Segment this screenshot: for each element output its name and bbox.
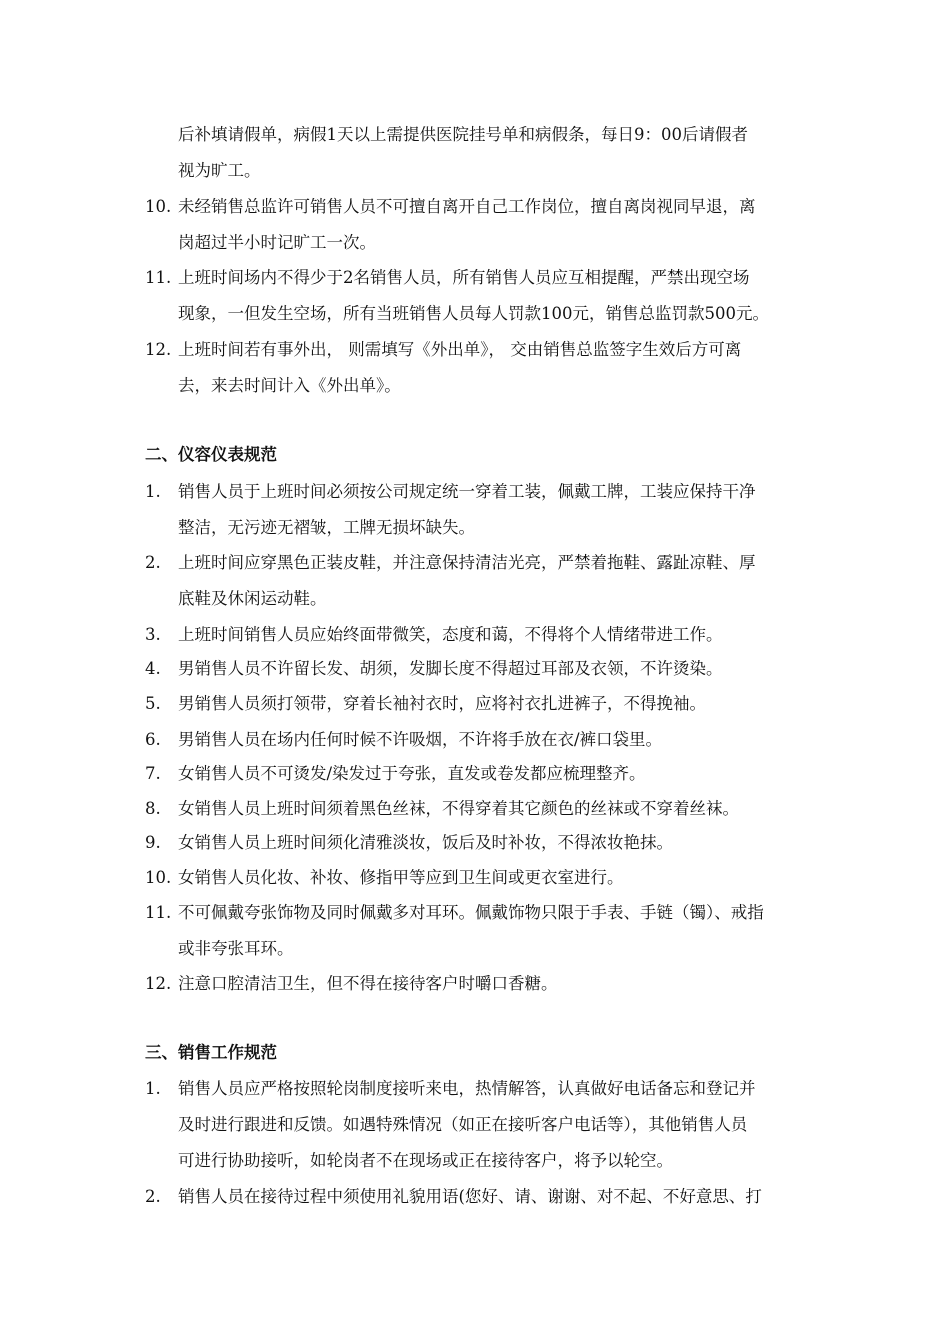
item-number: 9. [145, 833, 161, 852]
item-number: 2. [145, 553, 161, 572]
item-text-line: 男销售人员不许留长发、胡须，发脚长度不得超过耳部及衣领，不许烫染。 [178, 659, 723, 678]
item-number: 1. [145, 482, 161, 501]
item-text-line: 岗超过半小时记旷工一次。 [178, 233, 376, 252]
item-text-line: 销售人员在接待过程中须使用礼貌用语(您好、请、谢谢、对不起、不好意思、打 [178, 1187, 762, 1206]
item-text-line: 上班时间场内不得少于2名销售人员，所有销售人员应互相提醒，严禁出现空场 [178, 268, 750, 287]
item-number: 2. [145, 1187, 161, 1206]
item-text-line: 上班时间应穿黑色正装皮鞋，并注意保持清洁光亮，严禁着拖鞋、露趾凉鞋、厚 [178, 553, 756, 572]
section-heading-appearance: 二、仪容仪表规范 [145, 445, 277, 464]
item-text-line: 整洁，无污迹无褶皱，工牌无损坏缺失。 [178, 518, 475, 537]
item-text-line: 现象，一但发生空场，所有当班销售人员每人罚款100元，销售总监罚款500元。 [178, 304, 769, 323]
item-number: 12. [145, 974, 172, 993]
section-heading-sales-work: 三、销售工作规范 [145, 1043, 277, 1062]
item-number: 11. [145, 903, 172, 922]
item-text-line: 不可佩戴夸张饰物及同时佩戴多对耳环。佩戴饰物只限于手表、手链（镯）、戒指 [178, 903, 764, 922]
item-text-line: 女销售人员不可烫发/染发过于夸张，直发或卷发都应梳理整齐。 [178, 764, 646, 783]
continuation-line-1: 后补填请假单，病假1天以上需提供医院挂号单和病假条，每日9：00后请假者 [178, 125, 748, 144]
item-number: 7. [145, 764, 161, 783]
item-text-line: 及时进行跟进和反馈。如遇特殊情况（如正在接听客户电话等），其他销售人员 [178, 1115, 748, 1134]
item-number: 8. [145, 799, 161, 818]
item-number: 12. [145, 340, 172, 359]
item-text-line: 注意口腔清洁卫生，但不得在接待客户时嚼口香糖。 [178, 974, 558, 993]
continuation-line-2: 视为旷工。 [178, 161, 261, 180]
item-text-line: 男销售人员在场内任何时候不许吸烟，不许将手放在衣/裤口袋里。 [178, 730, 663, 749]
item-text-line: 女销售人员上班时间须化清雅淡妆，饭后及时补妆，不得浓妆艳抹。 [178, 833, 673, 852]
item-number: 6. [145, 730, 161, 749]
item-number: 10. [145, 868, 172, 887]
item-text-line: 男销售人员须打领带，穿着长袖衬衣时，应将衬衣扎进裤子，不得挽袖。 [178, 694, 706, 713]
item-number: 11. [145, 268, 172, 287]
item-text-line: 女销售人员化妆、补妆、修指甲等应到卫生间或更衣室进行。 [178, 868, 624, 887]
item-number: 10. [145, 197, 172, 216]
item-text-line: 或非夸张耳环。 [178, 939, 294, 958]
item-text-line: 可进行协助接听，如轮岗者不在现场或正在接待客户，将予以轮空。 [178, 1151, 673, 1170]
item-text-line: 上班时间若有事外出， 则需填写《外出单》， 交由销售总监签字生效后方可离 [178, 340, 742, 359]
item-number: 4. [145, 659, 161, 678]
item-text-line: 底鞋及休闲运动鞋。 [178, 589, 327, 608]
item-text-line: 销售人员于上班时间必须按公司规定统一穿着工装，佩戴工牌，工装应保持干净 [178, 482, 756, 501]
item-text-line: 销售人员应严格按照轮岗制度接听来电，热情解答，认真做好电话备忘和登记并 [178, 1079, 756, 1098]
item-text-line: 上班时间销售人员应始终面带微笑，态度和蔼，不得将个人情绪带进工作。 [178, 625, 723, 644]
item-number: 3. [145, 625, 161, 644]
item-text-line: 去，来去时间计入《外出单》。 [178, 376, 401, 395]
item-text-line: 未经销售总监许可销售人员不可擅自离开自己工作岗位，擅自离岗视同早退，离 [178, 197, 756, 216]
item-number: 1. [145, 1079, 161, 1098]
item-number: 5. [145, 694, 161, 713]
item-text-line: 女销售人员上班时间须着黑色丝袜，不得穿着其它颜色的丝袜或不穿着丝袜。 [178, 799, 739, 818]
